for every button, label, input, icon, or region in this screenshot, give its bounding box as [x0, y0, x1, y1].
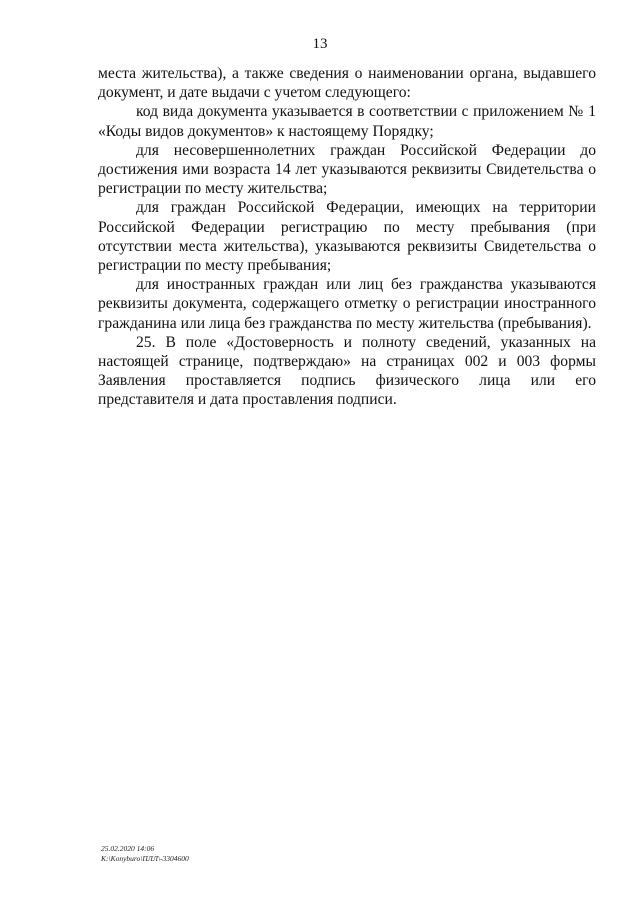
- paragraph-foreign-citizens: для иностранных граждан или лиц без гражданства указываются реквизиты документа, содержащего отметку о регистрации иностранного гражданина или лица без гражданства по месту жительства (пребывания).: [98, 276, 596, 332]
- footer-timestamp: 25.02.2020 14:06: [101, 844, 155, 853]
- paragraph-continuation: места жительства), а также сведения о наименовании органа, выдавшего документ, и дате выдачи с учетом следующего:: [98, 65, 596, 102]
- print-footer: [101, 844, 189, 863]
- paragraph-document-code: код вида документа указывается в соответствии с приложением № 1 «Коды видов документов» к настоящему Порядку;: [98, 103, 596, 140]
- paragraph-item-25: 25. В поле «Достоверность и полноту сведений, указанных на настоящей странице, подтверждаю» на страницах 002 и 003 формы Заявления проставляется подпись физического лица или его представителя и дата проставления подписи.: [98, 333, 596, 409]
- page-number: 13: [312, 36, 328, 52]
- paragraph-temporary-registration: для граждан Российской Федерации, имеющих на территории Российской Федерации регистрацию по месту пребывания (при отсутствии места жительства), указываются реквизиты Свидетельства о регистрации по месту пребывания;: [98, 199, 596, 275]
- paragraph-minors: для несовершеннолетних граждан Российской Федерации до достижения ими возраста 14 лет указываются реквизиты Свидетельства о регистрации по месту жительства;: [98, 141, 596, 198]
- document-body: [98, 64, 596, 410]
- footer-file-ref: K:\Konyburo\ПЛЛ\-3304600: [101, 853, 189, 863]
